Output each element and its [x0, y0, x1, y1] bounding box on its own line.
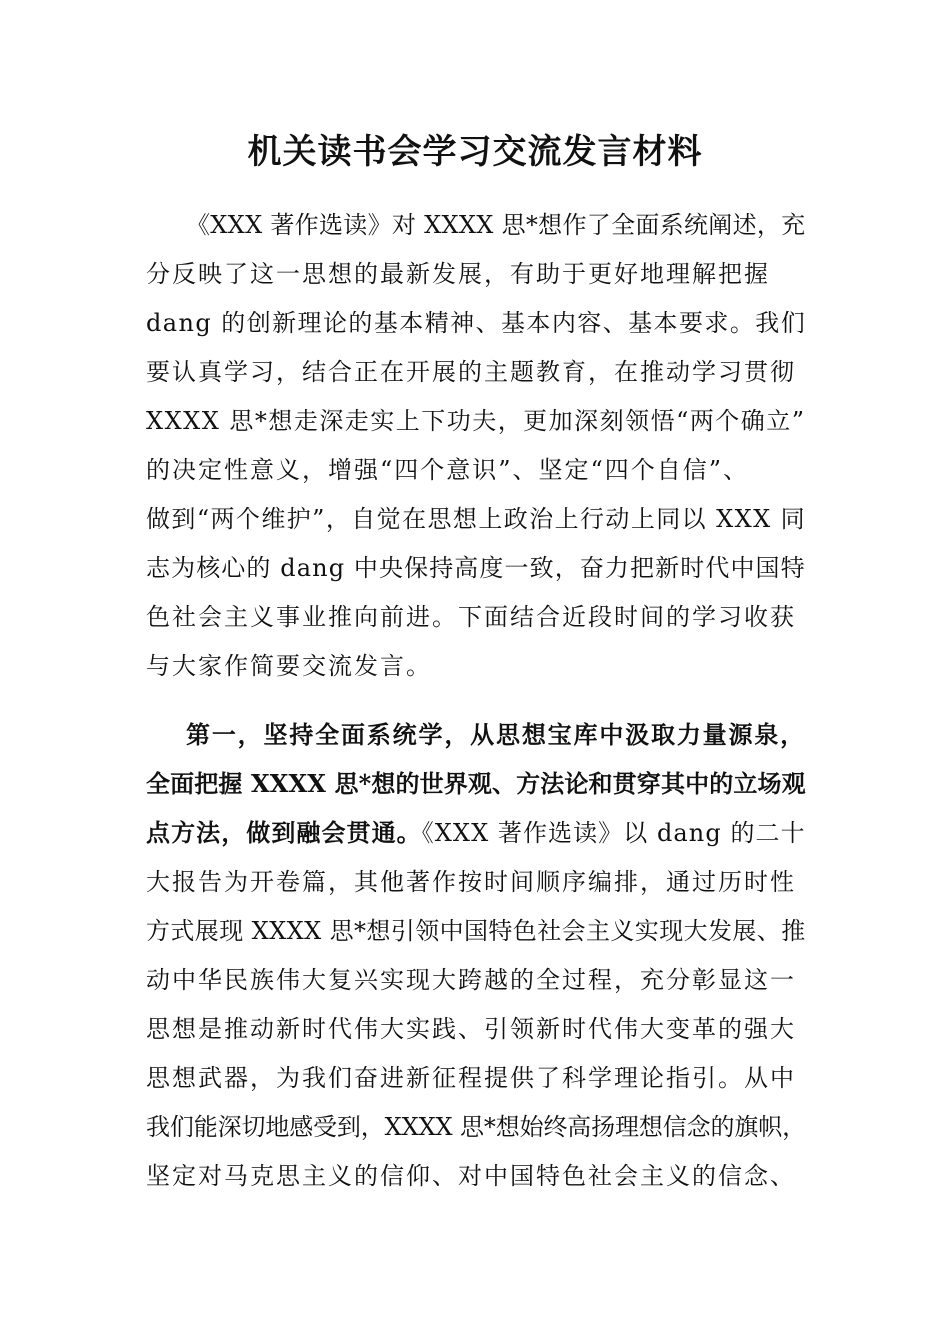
paragraph-1-line: 《XXX 著作选读》对 XXXX 思*想作了全面系统阐述，充: [186, 211, 806, 239]
paragraph-2-line: 方式展现 XXXX 思*想引领中国特色社会主义实现大发展、推: [146, 917, 806, 945]
paragraph-2-line: 思想是推动新时代伟大实践、引领新时代伟大变革的强大: [146, 1015, 796, 1043]
paragraph-1-line: 与大家作简要交流发言。: [146, 652, 432, 680]
paragraph-1-line: 色社会主义事业推向前进。下面结合近段时间的学习收获: [146, 603, 796, 631]
paragraph-2-mixed-line: [146, 808, 806, 858]
paragraph-2-line: 坚定对马克思主义的信仰、对中国特色社会主义的信念、: [146, 1162, 796, 1190]
paragraph-1-line: XXXX 思*想走深走实上下功夫，更加深刻领悟“两个确立”: [146, 407, 806, 435]
paragraph-1-line: 分反映了这一思想的最新发展，有助于更好地理解把握: [146, 260, 770, 288]
paragraph-2-heading-end: 点方法，做到融会贯通。: [146, 818, 422, 847]
paragraph-1-line: 志为核心的 dang 中央保持高度一致，奋力把新时代中国特: [146, 554, 806, 582]
document-title: 机关读书会学习交流发言材料: [247, 132, 703, 172]
paragraph-2-line: 我们能深切地感受到，XXXX 思*想始终高扬理想信念的旗帜，: [146, 1113, 806, 1141]
paragraph-2-heading-line: 第一，坚持全面系统学，从思想宝库中汲取力量源泉，: [186, 720, 806, 749]
paragraph-1-line: dang 的创新理论的基本精神、基本内容、基本要求。我们: [146, 309, 806, 337]
paragraph-1-line: 做到“两个维护”，自觉在思想上政治上行动上同以 XXX 同: [146, 505, 806, 533]
paragraph-2-heading-line: 全面把握 XXXX 思*想的世界观、方法论和贯穿其中的立场观: [146, 769, 806, 798]
paragraph-2-body-start: 《XXX 著作选读》以 dang 的二十: [421, 819, 806, 847]
paragraph-2-line: 动中华民族伟大复兴实现大跨越的全过程，充分彰显这一: [146, 966, 796, 994]
paragraph-1-line: 要认真学习，结合正在开展的主题教育，在推动学习贯彻: [146, 358, 796, 386]
paragraph-2-line: 思想武器，为我们奋进新征程提供了科学理论指引。从中: [146, 1064, 796, 1092]
paragraph-2-line: 大报告为开卷篇，其他著作按时间顺序编排，通过历时性: [146, 868, 796, 896]
paragraph-1-line: 的决定性意义，增强“四个意识”、坚定“四个自信”、: [146, 456, 750, 484]
